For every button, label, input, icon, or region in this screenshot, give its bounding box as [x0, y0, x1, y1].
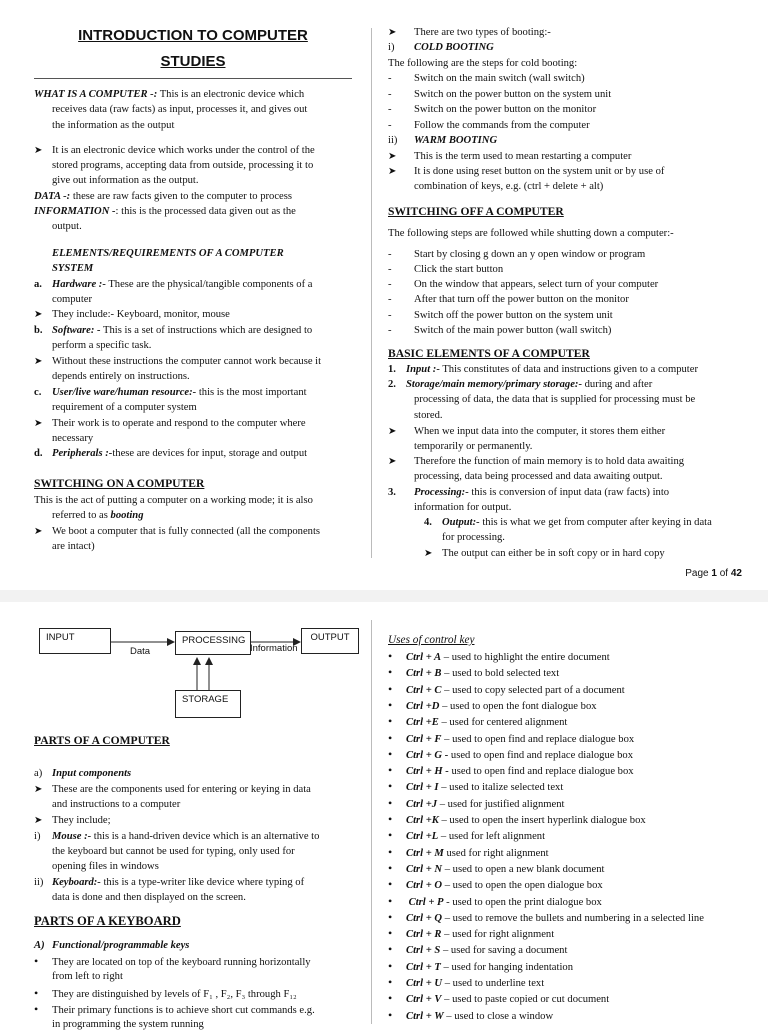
key-description: – used to copy selected part of a document [441, 684, 625, 696]
diagram-box-storage: STORAGE [175, 690, 241, 718]
list-item-mouse: i) Mouse :- this is a hand-driven device which is an alternative to [34, 831, 320, 842]
diagram-box-processing: PROCESSING [175, 631, 251, 655]
list-item: - Switch on the main switch (wall switch) [388, 73, 585, 84]
text-line: processing of data, the data that is supplied for processing must be [414, 394, 696, 405]
text-line: The following steps are followed while shutting down a computer:- [388, 228, 674, 239]
bullet-icon: • [388, 763, 393, 778]
key-combo: Ctrl + A [406, 652, 442, 663]
control-key-item [388, 666, 738, 680]
control-key-item [388, 683, 738, 697]
control-key-item [388, 862, 738, 876]
key-combo: Ctrl + R [406, 929, 442, 941]
key-description: – used to highlight the entire document [441, 652, 610, 663]
section-heading: Uses of control key [388, 634, 475, 646]
list-item-hardware: a. Hardware :- These are the physical/tangible components of a [34, 279, 313, 290]
bullet-item: ➤ Their work is to operate and respond to the computer where [34, 418, 306, 429]
text-line: referred to as booting [52, 510, 144, 521]
bullet-icon: • [388, 649, 393, 663]
column-divider [371, 28, 372, 558]
key-combo: Ctrl + I [406, 782, 439, 794]
diagram-box-input: INPUT [39, 628, 111, 654]
bullet-icon: • [388, 893, 393, 908]
list-item-software: b. Software: - This is a set of instructions which are designed to [34, 325, 313, 336]
bullet-icon: • [388, 730, 393, 745]
column-divider [371, 620, 372, 1024]
key-description: – used for right alignment [441, 929, 555, 941]
control-key-item [388, 748, 738, 762]
section-heading: SYSTEM [52, 263, 94, 274]
key-combo: Ctrl + G - [406, 749, 449, 761]
section-heading: PARTS OF A KEYBOARD [34, 914, 181, 928]
section-heading: ELEMENTS/REQUIREMENTS OF A COMPUTER [52, 248, 284, 259]
text-line: opening files in windows [52, 861, 159, 872]
bullet-item: ➤ These are the components used for entering or keying in data [34, 784, 311, 795]
key-description: – used to italize selected text [438, 782, 564, 794]
section-heading: SWITCHING OFF A COMPUTER [388, 205, 564, 218]
bullet-icon: • [388, 975, 393, 989]
diagram-label-data: Data [130, 646, 151, 657]
key-description: – used to open the insert hyperlink dialogue box [438, 815, 646, 826]
list-item: - Switch off the power button on the system unit [388, 310, 613, 321]
text-line: depends entirely on instructions. [52, 371, 190, 382]
text-line: are intact) [52, 541, 95, 552]
text-line: combination of keys, e.g. (ctrl + delete + alt) [414, 181, 604, 192]
key-combo: Ctrl +D [406, 700, 440, 712]
subheading-cold-booting: i) COLD BOOTING [388, 42, 494, 53]
text-line: and instructions to a computer [52, 799, 181, 810]
page-number: Page 1 of 42 [685, 568, 742, 579]
arrow-bullet-icon: ➤ [34, 815, 43, 826]
bullet-icon: • [388, 697, 393, 712]
key-description: – used to underline text [442, 978, 545, 989]
numbered-item: 2. Storage/main memory/primary storage:- during and after [388, 379, 653, 390]
list-item-user: c. User/live ware/human resource:- this is the most important [34, 387, 307, 398]
bullet-icon: • [34, 954, 39, 968]
arrow-bullet-icon: ➤ [34, 784, 43, 795]
text-line: temporarily or permanently. [414, 441, 533, 452]
definition-information: INFORMATION -: this is the processed data given out as the [34, 206, 296, 217]
bullet-icon: • [388, 926, 393, 941]
list-item: - Switch of the main power button (wall switch) [388, 325, 612, 336]
key-combo: Ctrl + O [406, 880, 443, 892]
definition-computer: WHAT IS A COMPUTER -: This is an electronic device which [34, 89, 305, 100]
bullet-icon: • [388, 828, 393, 843]
text-line: This is the act of putting a computer on a working mode; it is also [34, 495, 313, 506]
arrow-bullet-icon: ➤ [34, 356, 43, 367]
section-heading: BASIC ELEMENTS OF A COMPUTER [388, 347, 590, 360]
control-key-item [388, 1009, 738, 1023]
diagram-box-output: OUTPUT [301, 628, 359, 654]
key-combo: Ctrl + Q [406, 912, 443, 924]
bullet-icon: • [388, 714, 393, 729]
text-line: requirement of a computer system [52, 402, 197, 413]
key-description: – used for saving a document [440, 945, 568, 957]
text-line: for processing. [442, 532, 505, 543]
bullet-icon: • [388, 665, 393, 680]
subheading-function-keys: A) Functional/programmable keys [34, 940, 190, 951]
key-description: – used for justified alignment [437, 798, 565, 810]
key-combo: Ctrl + B [406, 668, 442, 680]
bullet-icon: • [388, 812, 393, 826]
bullet-item: ➤ Therefore the function of main memory is to hold data awaiting [388, 456, 685, 467]
key-combo: Ctrl + M [406, 847, 444, 859]
bullet-icon: • [388, 681, 393, 696]
control-key-item [388, 813, 738, 827]
bullet-icon: • [388, 779, 393, 794]
list-item: - Switch on the power button on the system unit [388, 89, 612, 100]
key-combo: Ctrl + P [406, 896, 444, 908]
text-line: The following are the steps for cold booting: [388, 58, 578, 69]
key-combo: Ctrl + U [406, 978, 443, 989]
page-title-line1: INTRODUCTION TO COMPUTER [78, 27, 308, 44]
text-line: the information as the output [52, 120, 175, 131]
bullet-item: • They are located on top of the keyboard running horizontally [34, 954, 311, 968]
key-combo: Ctrl +E [406, 717, 439, 729]
bullet-item: ➤ We boot a computer that is fully connected (all the components [34, 526, 321, 537]
key-combo: Ctrl + F [406, 733, 442, 745]
control-key-item [388, 797, 738, 811]
subheading-input-components: a) Input components [34, 768, 132, 779]
arrow-bullet-icon: ➤ [388, 27, 397, 38]
bullet-item: ➤ The output can either be in soft copy or in hard copy [424, 548, 665, 559]
bullet-icon: • [34, 1002, 39, 1016]
bullet-item: ➤ There are two types of booting:- [388, 27, 551, 38]
bullet-item: ➤ Without these instructions the computer cannot work because it [34, 356, 322, 367]
key-description: used to open find and replace dialogue box [448, 749, 633, 761]
key-description: – used for centered alignment [438, 717, 568, 729]
text-line: information for output. [414, 502, 512, 513]
bullet-item: • Their primary functions is to achieve short cut commands e.g. [34, 1002, 315, 1016]
document-page-2 [0, 602, 768, 1030]
control-key-item [388, 829, 738, 843]
diagram-label-information: Information [250, 643, 298, 654]
arrow-bullet-icon: ➤ [388, 426, 397, 437]
list-item: - Start by closing g down an y open window or program [388, 249, 646, 260]
list-item: - Follow the commands from the computer [388, 120, 590, 131]
text-line: processing, data being processed and data awaiting output. [414, 471, 663, 482]
text-line: output. [52, 221, 82, 232]
text-line: computer [52, 294, 93, 305]
arrow-bullet-icon: ➤ [388, 456, 397, 467]
key-combo: Ctrl + T [406, 961, 441, 973]
control-key-item [388, 846, 738, 860]
bullet-item: ➤ It is done using reset button on the system unit or by use of [388, 166, 665, 177]
bullet-icon: • [388, 1007, 393, 1022]
key-combo: Ctrl +K [406, 815, 439, 826]
arrow-bullet-icon: ➤ [34, 418, 43, 429]
control-key-item [388, 780, 738, 794]
bullet-icon: • [388, 991, 393, 1006]
arrow-bullet-icon: ➤ [34, 145, 43, 156]
key-description: – used for left alignment [438, 831, 546, 843]
key-combo: Ctrl + C [406, 684, 442, 696]
key-combo: Ctrl + N [406, 863, 443, 875]
arrow-bullet-icon: ➤ [388, 151, 397, 162]
numbered-item: 4. Output:- this is what we get from computer after keying in data [424, 517, 712, 528]
key-combo: Ctrl + V [406, 994, 442, 1006]
key-description: – used to bold selected text [441, 668, 560, 680]
bullet-icon: • [388, 746, 393, 761]
key-description: - used to open the print dialogue box [443, 896, 602, 908]
bullet-icon: • [388, 877, 393, 892]
key-description: – used for hanging indentation [440, 961, 573, 973]
bullet-icon: • [388, 844, 393, 859]
key-description: – used to paste copied or cut document [441, 994, 610, 1006]
key-description: – used to open a new blank document [442, 863, 605, 875]
control-key-item [388, 878, 738, 892]
arrow-bullet-icon: ➤ [34, 309, 43, 320]
key-description: used for right alignment [443, 847, 549, 859]
bullet-item: ➤ They include; [34, 815, 111, 826]
control-key-item [388, 992, 738, 1006]
computer-system-diagram [34, 602, 364, 722]
arrow-bullet-icon: ➤ [34, 526, 43, 537]
control-key-item [388, 943, 738, 957]
text-line: receives data (raw facts) as input, processes it, and gives out [52, 104, 308, 115]
control-key-item [388, 911, 738, 925]
key-combo: Ctrl +J [406, 798, 438, 810]
key-description: – used to open the open dialogue box [442, 880, 603, 892]
control-key-item [388, 732, 738, 746]
subheading-warm-booting: ii) WARM BOOTING [388, 135, 498, 146]
text-line: perform a specific task. [52, 340, 152, 351]
bullet-icon: • [388, 958, 393, 973]
key-description: – used to remove the bullets and numbering in a selected line [442, 912, 704, 924]
list-item-peripherals: d. Peripherals :-these are devices for input, storage and output [34, 448, 308, 459]
numbered-item: 3. Processing:- this is conversion of input data (raw facts) into [388, 487, 670, 498]
key-combo: Ctrl + W [406, 1010, 444, 1022]
bullet-icon: • [388, 909, 393, 924]
page-title-line2: STUDIES [160, 53, 226, 70]
text-line: in programming the system running [52, 1019, 204, 1030]
control-key-item [388, 715, 738, 729]
bullet-icon: • [388, 860, 393, 875]
text-line: data is done and then displayed on the screen. [52, 892, 246, 903]
text-line: the keyboard but cannot be used for typing, only used for [52, 846, 295, 857]
bullet-item: ➤ They include:- Keyboard, monitor, mouse [34, 309, 230, 320]
bullet-item: ➤ When we input data into the computer, it stores them either [388, 426, 666, 437]
text-line: from left to right [52, 971, 123, 982]
arrow-bullet-icon: ➤ [388, 166, 397, 177]
section-heading: SWITCHING ON A COMPUTER [34, 477, 205, 490]
control-key-item [388, 927, 738, 941]
key-combo: Ctrl +L [406, 831, 439, 843]
bullet-icon: • [388, 942, 393, 957]
text-line: stored. [414, 410, 443, 421]
bullet-item: ➤ This is the term used to mean restarting a computer [388, 151, 632, 162]
bullet-item: ➤ It is an electronic device which works under the control of the [34, 145, 315, 156]
text-line: stored programs, accepting data from outside, processing it to [52, 160, 314, 171]
section-heading: PARTS OF A COMPUTER [34, 734, 170, 747]
key-combo: Ctrl + H - [406, 766, 449, 778]
control-key-item [388, 650, 738, 664]
control-key-item [388, 976, 738, 990]
key-description: – used to close a window [443, 1010, 554, 1022]
text-line: give out information as the output. [52, 175, 199, 186]
control-key-item [388, 960, 738, 974]
control-key-item [388, 764, 738, 778]
bullet-item: • They are distinguished by levels of F₁ , F₂, F₃ through F₁₂ [34, 986, 297, 1000]
list-item: - Click the start button [388, 264, 504, 275]
page-gap [0, 590, 768, 602]
control-key-item [388, 699, 738, 713]
key-description: – used to open find and replace dialogue box [441, 733, 635, 745]
numbered-item: 1. Input :- This constitutes of data and instructions given to a computer [388, 364, 698, 375]
definition-data: DATA -: these are raw facts given to the computer to process [34, 191, 292, 202]
title-rule [34, 78, 352, 79]
text-line: necessary [52, 433, 94, 444]
bullet-icon: • [388, 795, 393, 810]
key-combo: Ctrl + S [406, 945, 441, 957]
arrow-bullet-icon: ➤ [424, 548, 433, 559]
key-description: used to open find and replace dialogue box [448, 766, 634, 778]
list-item: - After that turn off the power button on the monitor [388, 294, 629, 305]
list-item: - On the window that appears, select turn of your computer [388, 279, 659, 290]
list-item: - Switch on the power button on the monitor [388, 104, 597, 115]
control-key-item [388, 895, 738, 909]
list-item-keyboard: ii) Keyboard:- this is a type-writer like device where typing of [34, 877, 305, 888]
bullet-icon: • [34, 986, 39, 1000]
key-description: – used to open the font dialogue box [439, 700, 597, 712]
